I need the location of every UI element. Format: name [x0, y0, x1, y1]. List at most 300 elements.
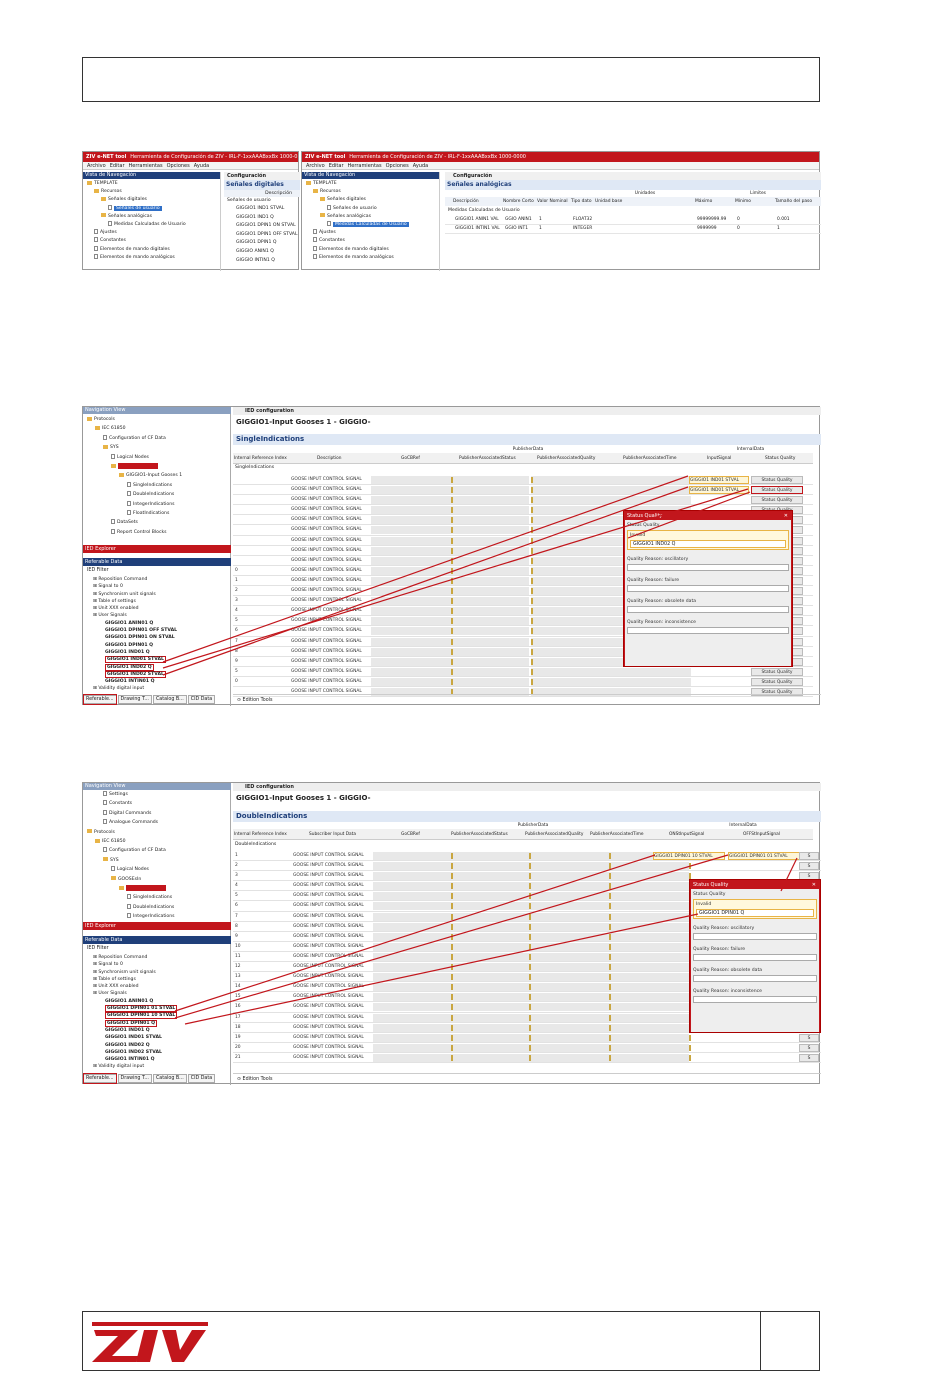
internal-group-header: InternalData	[736, 447, 765, 452]
index-cell: 5	[235, 668, 238, 674]
signal-label: GIGGIO1 IND01 Q	[105, 649, 150, 655]
signal-label: GIGGIO1 IND02 Q	[105, 1042, 150, 1048]
publisher-group-header: PublisherData	[512, 447, 544, 452]
column-header: PublisherAssociatedTime	[590, 832, 644, 837]
tab-cid-data[interactable]: CID Data	[188, 695, 215, 704]
signal-label: GIGGIO1 IND01 STVAL	[107, 657, 164, 663]
column-header: PublisherAssociatedTime	[623, 456, 677, 461]
expand-icon: ⊙	[237, 698, 243, 703]
tree-item-label: Elementos de mando digitales	[319, 246, 389, 252]
menu-ayuda[interactable]: Ayuda	[412, 163, 429, 169]
description-cell: GOOSE INPUT CONTROL SIGNAL	[293, 903, 364, 909]
tree-item-label: Report Control Blocks	[117, 529, 167, 535]
index-cell: 1	[235, 577, 238, 583]
section-title: Señales analógicas	[445, 180, 821, 190]
index-cell: 21	[235, 1054, 241, 1060]
brand-label: ZIV e-NET tool	[305, 154, 346, 160]
column-header: OFFStInputSignal	[743, 832, 780, 837]
index-cell: 7	[235, 638, 238, 644]
index-cell: 7	[235, 913, 238, 919]
column-header: GoCBRef	[401, 832, 420, 837]
nav-pane-header: Navigation View	[83, 407, 231, 414]
oscillatory-label: Quality Reason: oscillatory	[693, 926, 755, 931]
publisher-group-header: PublisherData	[517, 823, 549, 828]
window-title: Herramienta de Configuración de ZIV - IRL-F-1xxAAABxxBx 1000-0000	[349, 154, 526, 160]
tree-item-label: Protocols	[94, 829, 115, 835]
column-header: Status Quality	[765, 456, 796, 461]
description-cell: GOOSE INPUT CONTROL SIGNAL	[293, 1054, 364, 1060]
index-cell: 2	[235, 863, 238, 869]
description-cell: GOOSE INPUT CONTROL SIGNAL	[293, 883, 364, 889]
tree-item-label: Logical Nodes	[117, 454, 149, 460]
config-tab[interactable]: Configuración	[445, 172, 821, 180]
edition-tools-label: Edition Tools	[242, 1077, 273, 1082]
failure-label: Quality Reason: failure	[693, 947, 746, 952]
description-cell: GOOSE INPUT CONTROL SIGNAL	[291, 658, 362, 664]
status-quality-button[interactable]: S	[799, 1034, 819, 1042]
referable-item-label: Validity digital input	[98, 686, 145, 692]
tree-item-label: IEC 61850	[102, 426, 126, 432]
tree-item-label: Señales de usuario	[333, 205, 377, 211]
dialog-subtitle: Status Quality	[627, 523, 660, 528]
tree-item-label: Digital Commands	[109, 810, 152, 816]
index-cell: 2	[235, 588, 238, 594]
referable-item-label: User Signals	[98, 991, 127, 997]
group-row: SingleIndications	[235, 465, 275, 470]
tree-item-label: DataSets	[117, 520, 138, 526]
group-row: Señales de usuario	[227, 198, 271, 203]
index-cell: 9	[235, 933, 238, 939]
description-cell: GOOSE INPUT CONTROL SIGNAL	[293, 994, 364, 1000]
config-tab[interactable]: Configuración	[224, 172, 300, 180]
column-header: Unidad base	[595, 199, 623, 204]
tree-item-label: Configuration of CF Data	[109, 435, 166, 441]
inconsistence-label: Quality Reason: inconsistence	[693, 989, 763, 994]
description-cell: GOOSE INPUT CONTROL SIGNAL	[291, 628, 362, 634]
table-cell: 99999999.99	[697, 217, 727, 222]
signal-label: GIGGIO1 ANIN01 Q	[105, 998, 154, 1004]
index-cell: 13	[235, 974, 241, 980]
ied-filter[interactable]: IED Filter	[87, 568, 109, 573]
tree-item-label: Configuration of CF Data	[109, 848, 166, 854]
ied-explorer-header[interactable]: IED Explorer	[83, 922, 231, 930]
description-cell: GOOSE INPUT CONTROL SIGNAL	[291, 608, 362, 614]
menu-herramientas[interactable]: Herramientas	[347, 163, 382, 169]
tree-item-label: SYS	[110, 445, 119, 451]
nav-pane-header: Navigation View	[83, 783, 231, 790]
referable-item-label: Validity digital input	[98, 1064, 145, 1070]
description-cell: GOOSE INPUT CONTROL SIGNAL	[293, 873, 364, 879]
signal-label: GIGGIO1 DPIN01 ON STVAL	[105, 635, 175, 641]
table-cell: 1	[539, 217, 542, 222]
status-quality-button[interactable]: Status Quality	[751, 486, 803, 494]
status-quality-button[interactable]: Status Quality	[751, 476, 803, 484]
expand-icon: ⊞	[93, 584, 99, 590]
description-cell: GOOSE INPUT CONTROL SIGNAL	[291, 678, 362, 684]
dialog-title: Status Quality	[627, 513, 663, 519]
tree-item-label: Señales digitales	[108, 197, 147, 203]
description-cell: GOOSE INPUT CONTROL SIGNAL	[291, 648, 362, 654]
failure-label: Quality Reason: failure	[627, 578, 680, 583]
tree-item-label: Logical Nodes	[117, 867, 149, 873]
tree-item-label: Settings	[109, 792, 128, 797]
status-quality-button[interactable]: Status Quality	[751, 678, 803, 686]
obsolete-label: Quality Reason: obsolete data	[627, 599, 697, 604]
description-cell: GOOSE INPUT CONTROL SIGNAL	[291, 618, 362, 624]
tree-item-label: Constantes	[100, 238, 126, 244]
signal-label: GIGGIO1 IND01 Q	[105, 1027, 150, 1033]
referable-data-header: Referable Data	[83, 558, 231, 566]
description-cell: GOOSE INPUT CONTROL SIGNAL	[291, 537, 362, 543]
signal-row[interactable]: GIGGIO1 IND1 Q	[236, 214, 274, 220]
index-cell: 6	[235, 628, 238, 634]
description-cell: GOOSE INPUT CONTROL SIGNAL	[293, 933, 364, 939]
dialog-title: Status Quality	[693, 882, 729, 888]
signal-label: GIGGIO1 IND01 STVAL	[105, 1035, 162, 1041]
status-quality-button[interactable]: S	[799, 1054, 819, 1062]
dialog-subtitle: Status Quality	[693, 892, 726, 897]
referable-item-label: Synchronism unit signals	[98, 969, 156, 975]
expand-icon: ⊞	[93, 1064, 99, 1070]
column-header: Tipo dato	[571, 199, 592, 204]
column-header: PublisherAssociatedQuality	[525, 832, 584, 837]
index-cell: 18	[235, 1024, 241, 1030]
invalid-label: Invalid	[630, 533, 646, 538]
description-cell: GOOSE INPUT CONTROL SIGNAL	[293, 974, 364, 980]
tree-item-label: GOOSEsIn	[118, 876, 142, 882]
signal-row[interactable]: GIGGIO ANIN1 Q	[236, 248, 274, 254]
index-cell: 16	[235, 1004, 241, 1010]
signal-row[interactable]: GIGGIO1 DPIN1 OFF STVAL	[236, 231, 298, 237]
ied-filter[interactable]: IED Filter	[87, 946, 109, 951]
column-header: Valor Nominal	[537, 199, 568, 204]
tree-item-label: Señales digitales	[327, 197, 366, 203]
menu-opciones[interactable]: Opciones	[385, 163, 409, 169]
obsolete-label: Quality Reason: obsolete data	[693, 968, 763, 973]
index-cell: 19	[235, 1034, 241, 1040]
description-cell: GOOSE INPUT CONTROL SIGNAL	[291, 547, 362, 553]
expand-icon: ⊞	[93, 606, 99, 612]
tree-item-label: SYS	[110, 857, 119, 863]
column-header: Descripción	[453, 199, 479, 204]
table-cell: GGIO INT1	[505, 226, 529, 231]
column-header: PublisherAssociatedStatus	[451, 832, 508, 837]
index-cell: 5	[235, 893, 238, 899]
signal-label: GIGGIO1 DPIN01 Q	[107, 1020, 156, 1026]
description-cell: GOOSE INPUT CONTROL SIGNAL	[293, 923, 364, 929]
referable-item-label: Signal to 0	[98, 962, 123, 968]
tree-item-label: Señales analógicas	[108, 213, 152, 219]
index-cell: 8	[235, 923, 238, 929]
referable-item-label: Reposition Command	[98, 955, 148, 960]
tree-item-label: IEC 61850	[102, 839, 126, 845]
referable-item-label: Table of settings	[98, 598, 136, 604]
expand-icon: ⊞	[93, 598, 99, 604]
index-cell: 6	[235, 903, 238, 909]
column-header: Internal Reference Index	[234, 832, 287, 837]
column-header: InputSignal	[707, 456, 732, 461]
signal-label: GIGGIO1 IND02 Q	[107, 664, 152, 670]
description-cell: GOOSE INPUT CONTROL SIGNAL	[293, 863, 364, 869]
nav-pane-header: Vista de Navegación	[302, 172, 439, 179]
invalid-field[interactable]: GIGGIO1 IND02 Q	[630, 540, 786, 548]
column-header: Nombre Corto	[503, 199, 534, 204]
tab-referable[interactable]: Referable...	[83, 1074, 117, 1083]
description-cell: GOOSE INPUT CONTROL SIGNAL	[291, 517, 362, 523]
nav-pane-header: Vista de Navegación	[83, 172, 220, 179]
inconsistence-label: Quality Reason: inconsistence	[627, 620, 697, 625]
tree-item-label: Recursos	[320, 189, 341, 195]
menu-editar[interactable]: Editar	[328, 163, 344, 169]
status-quality-button[interactable]: S	[799, 872, 819, 880]
column-header: Description	[317, 456, 342, 461]
connector-line	[185, 914, 698, 1024]
description-cell: GOOSE INPUT CONTROL SIGNAL	[291, 688, 362, 694]
tree-item-label: IntegerIndications	[133, 914, 175, 920]
expand-icon: ⊞	[93, 984, 99, 990]
signal-label: GIGGIO1 DPIN01 Q	[105, 642, 154, 648]
table-cell: INTEGER	[573, 226, 593, 231]
tree-item-label: FloatIndications	[133, 511, 170, 517]
description-cell: GOOSE INPUT CONTROL SIGNAL	[293, 943, 364, 949]
table-cell: 1	[777, 226, 780, 231]
description-cell: GOOSE INPUT CONTROL SIGNAL	[291, 497, 362, 503]
tab-drawing-t[interactable]: Drawing T...	[118, 695, 152, 704]
signal-label: GIGGIO1 DPIN01 10 STVAL	[107, 1013, 176, 1019]
referable-item-label: User Signals	[98, 613, 127, 619]
status-quality-button[interactable]: S	[799, 862, 819, 870]
column-header: Máximo	[695, 199, 713, 204]
input-signal-cell[interactable]: GIGGIO1 IND01 STVAL	[689, 476, 749, 484]
menu-archivo[interactable]: Archivo	[87, 163, 106, 169]
index-cell: 3	[235, 873, 238, 879]
referable-item-label: Signal to 0	[98, 584, 123, 590]
input-signal-cell[interactable]: GIGGIO1 DPIN01 01 STVAL	[728, 852, 800, 860]
status-quality-button[interactable]: Status Quality	[751, 668, 803, 676]
description-cell: GOOSE INPUT CONTROL SIGNAL	[293, 1024, 364, 1030]
index-cell: 4	[235, 608, 238, 614]
menu-opciones[interactable]: Opciones	[166, 163, 190, 169]
connector-line	[175, 855, 655, 1011]
index-cell: 5	[235, 618, 238, 624]
table-cell: 0	[737, 217, 740, 222]
signal-row[interactable]: GIGGIO INTIN1 Q	[236, 257, 275, 263]
expand-icon: ⊞	[93, 591, 99, 597]
input-signal-cell[interactable]: GIGGIO1 IND01 STVAL	[689, 486, 749, 494]
signal-label: GIGGIO1 ANIN01 Q	[105, 620, 154, 626]
referable-item-label: Table of settings	[98, 976, 136, 982]
limits-group-header: Límites	[750, 191, 766, 196]
description-cell: GOOSE INPUT CONTROL SIGNAL	[293, 1014, 364, 1020]
signal-row[interactable]: GIGGIO1 DPIN1 ON STVAL	[236, 223, 296, 229]
table-cell: FLOAT32	[573, 217, 593, 222]
tree-item-label: TEMPLATE	[94, 181, 118, 186]
index-cell: 0	[235, 678, 238, 684]
column-header: ONStInputSignal	[669, 832, 705, 837]
tree-item-label: Medidas Calculadas de Usuario	[114, 222, 186, 228]
expand-icon: ⊞	[93, 991, 99, 997]
table-cell: GIGGIO1 ANIN1 VAL	[455, 217, 499, 222]
description-cell: GOOSE INPUT CONTROL SIGNAL	[293, 1034, 364, 1040]
tree-item-label: Constants	[109, 801, 133, 807]
input-signal-cell[interactable]: GIGGIO1 DPIN01 10 STVAL	[653, 852, 725, 860]
description-cell: GOOSE INPUT CONTROL SIGNAL	[291, 477, 362, 482]
status-quality-button[interactable]: Status Quality	[751, 688, 803, 696]
index-cell: 1	[235, 853, 238, 858]
tree-item-label: Ajustes	[100, 230, 117, 236]
description-cell: GOOSE INPUT CONTROL SIGNAL	[291, 588, 362, 594]
ied-explorer-header[interactable]: IED Explorer	[83, 545, 231, 553]
signal-label: GIGGIO1 IND02 STVAL	[105, 1049, 162, 1055]
expand-icon: ⊞	[93, 962, 99, 968]
index-cell: 0	[235, 567, 238, 573]
tree-item-label: IntegerIndications	[133, 501, 175, 507]
referable-item-label: Reposition Command	[98, 577, 148, 582]
description-cell: GOOSE INPUT CONTROL SIGNAL	[293, 853, 364, 858]
table-cell: 0.001	[777, 217, 790, 222]
referable-item-label: Synchronism unit signals	[98, 591, 156, 597]
description-cell: GOOSE INPUT CONTROL SIGNAL	[291, 577, 362, 583]
index-cell: 3	[235, 598, 238, 604]
tree-item-label: Señales de usuario	[116, 205, 160, 211]
index-cell: 9	[235, 658, 238, 664]
section-title: Señales digitales	[224, 180, 300, 190]
tab-referable[interactable]: Referable...	[83, 695, 117, 704]
internal-group-header: InternalData	[729, 823, 757, 828]
index-cell: 4	[235, 883, 238, 889]
index-cell: 14	[235, 984, 241, 990]
table-cell: 1	[539, 226, 542, 231]
table-cell: GIGGIO1 INTIN1 VAL	[455, 226, 500, 231]
column-header: Descripción	[224, 190, 300, 197]
tree-item-label: SingleIndications	[133, 482, 173, 488]
brand-label: ZIV e-NET tool	[86, 154, 127, 160]
page-heading: GIGGIO1-Input Gooses 1 - GIGGIO-	[236, 794, 371, 802]
expand-icon: ⊞	[93, 969, 99, 975]
connector-line	[175, 855, 728, 1018]
tree-item-label: Elementos de mando analógicos	[100, 254, 175, 260]
signal-row[interactable]: GIGGIO1 IND1 STVAL	[236, 206, 285, 211]
description-cell: GOOSE INPUT CONTROL SIGNAL	[293, 1044, 364, 1050]
table-cell: 0	[737, 226, 740, 231]
status-quality-button[interactable]: S	[799, 1044, 819, 1052]
column-header: GoCBRef	[401, 456, 420, 461]
group-row: Medidas Calculadas de Usuario	[448, 208, 520, 213]
units-group-header: Unidades	[634, 191, 656, 196]
expand-icon: ⊞	[93, 955, 99, 960]
index-cell: 11	[235, 953, 241, 959]
column-header: Tamaño del paso	[775, 199, 813, 204]
section-title: SingleIndications	[233, 434, 821, 445]
index-cell: 20	[235, 1044, 241, 1050]
close-icon[interactable]: ✕	[811, 882, 816, 888]
menu-ayuda[interactable]: Ayuda	[193, 163, 210, 169]
description-cell: GOOSE INPUT CONTROL SIGNAL	[291, 598, 362, 604]
signal-label: GIGGIO1 IND02 STVAL	[107, 671, 164, 677]
menu-archivo[interactable]: Archivo	[306, 163, 325, 169]
index-cell: 8	[235, 648, 238, 654]
edition-tools-label: Edition Tools	[242, 698, 273, 703]
oscillatory-label: Quality Reason: oscillatory	[627, 557, 689, 562]
description-cell: GOOSE INPUT CONTROL SIGNAL	[293, 913, 364, 919]
connector-line	[781, 858, 797, 891]
description-cell: GOOSE INPUT CONTROL SIGNAL	[293, 953, 364, 959]
description-cell: GOOSE INPUT CONTROL SIGNAL	[291, 527, 362, 533]
description-cell: GOOSE INPUT CONTROL SIGNAL	[291, 557, 362, 563]
invalid-field[interactable]: GIGGIO1 DPIN01 Q	[696, 909, 814, 917]
menu-editar[interactable]: Editar	[109, 163, 125, 169]
table-cell: 9999999	[697, 226, 717, 231]
column-header: PublisherAssociatedQuality	[537, 456, 596, 461]
signal-label: GIGGIO1 DPIN01 01 STVAL	[107, 1006, 176, 1012]
tab-cid-data[interactable]: CID Data	[188, 1074, 215, 1083]
column-header: Mínimo	[735, 199, 751, 204]
expand-icon: ⊞	[93, 577, 99, 582]
tab-drawing-t[interactable]: Drawing T...	[118, 1074, 152, 1083]
tab-catalog-b[interactable]: Catalog B...	[153, 695, 187, 704]
index-cell: 12	[235, 964, 241, 970]
tree-item-label: GIGGIO1-Input Gooses 1	[126, 473, 183, 479]
config-tab[interactable]: IED configuration	[233, 783, 821, 791]
tree-item-label: TEMPLATE	[313, 181, 337, 186]
menu-herramientas[interactable]: Herramientas	[128, 163, 163, 169]
tree-item-label: Elementos de mando analógicos	[319, 254, 394, 260]
signal-label: GIGGIO1 INTIN01 Q	[105, 679, 155, 685]
description-cell: GOOSE INPUT CONTROL SIGNAL	[293, 964, 364, 970]
referable-item-label: Unit XXX enabled	[98, 984, 139, 990]
tree-item-label: Protocols	[94, 417, 115, 422]
expand-icon: ⊞	[93, 613, 99, 619]
expand-icon: ⊞	[93, 686, 99, 692]
tree-item-label: Recursos	[101, 189, 122, 195]
window-title: Herramienta de Configuración de ZIV - IRL-F-1xxAAABxxBx 1000-0	[130, 154, 298, 160]
close-icon[interactable]: ✕	[783, 513, 788, 519]
tree-item-label: Ajustes	[319, 230, 336, 236]
expand-icon: ⊞	[93, 976, 99, 982]
column-header: Internal Reference Index	[234, 456, 287, 461]
status-quality-button[interactable]: S	[799, 852, 819, 860]
tab-catalog-b[interactable]: Catalog B...	[153, 1074, 187, 1083]
status-quality-button[interactable]: Status Quality	[751, 496, 803, 504]
description-cell: GOOSE INPUT CONTROL SIGNAL	[291, 487, 362, 493]
tree-item-label: DoubleIndications	[133, 904, 175, 910]
column-header: Subscriber Input Data	[309, 832, 356, 837]
index-cell: 17	[235, 1014, 241, 1020]
index-cell: 10	[235, 943, 241, 949]
index-cell: 15	[235, 994, 241, 1000]
signal-label: GIGGIO1 INTIN01 Q	[105, 1057, 155, 1063]
referable-data-header: Referable Data	[83, 936, 231, 944]
expand-icon: ⊙	[237, 1077, 243, 1082]
section-title: DoubleIndications	[233, 811, 821, 822]
group-row: DoubleIndications	[235, 842, 277, 847]
referable-item-label: Unit XXX enabled	[98, 606, 139, 612]
signal-label: GIGGIO1 DPIN01 OFF STVAL	[105, 628, 178, 634]
invalid-label: Invalid	[696, 902, 712, 907]
config-tab[interactable]: IED configuration	[233, 407, 821, 415]
signal-row[interactable]: GIGGIO1 DPIN1 Q	[236, 240, 277, 246]
tree-item-label: Elementos de mando digitales	[100, 246, 170, 252]
page-heading: GIGGIO1-Input Gooses 1 - GIGGIO-	[236, 418, 371, 426]
description-cell: GOOSE INPUT CONTROL SIGNAL	[291, 668, 362, 674]
tree-item-label: Señales analógicas	[327, 213, 371, 219]
description-cell: GOOSE INPUT CONTROL SIGNAL	[291, 567, 362, 573]
tree-item-label: Medidas Calculadas de Usuario	[335, 222, 407, 228]
tree-item-label: Constantes	[319, 238, 345, 244]
tree-item-label: SingleIndications	[133, 895, 173, 901]
column-header: PublisherAssociatedStatus	[459, 456, 516, 461]
description-cell: GOOSE INPUT CONTROL SIGNAL	[291, 638, 362, 644]
